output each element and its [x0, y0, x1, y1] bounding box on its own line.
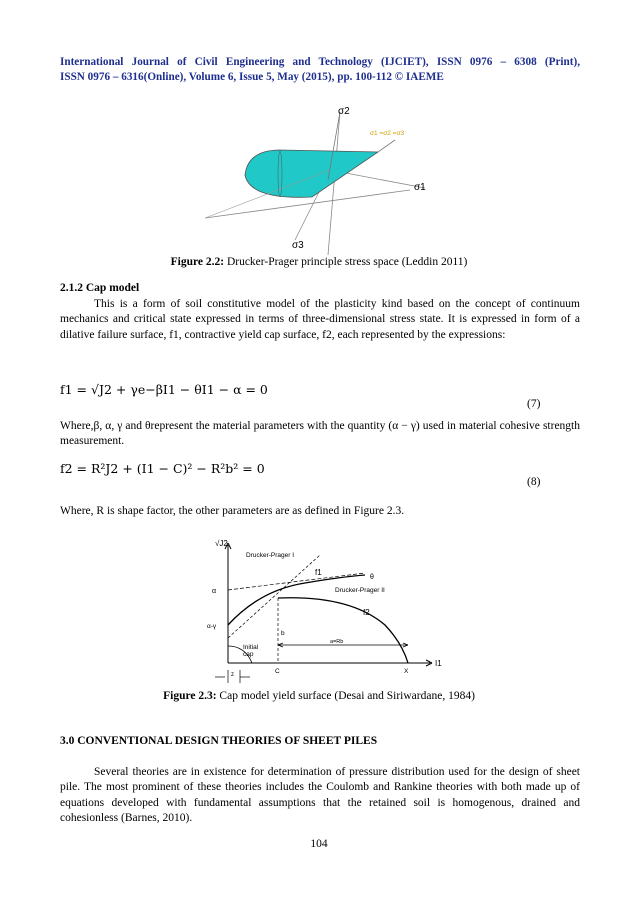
figure-2-2-caption: [0, 256, 638, 268]
label-sigma3: σ3: [292, 240, 304, 251]
section-2-1-2-paragraph-2: Where,β, α, γ and θrepresent the material parameters with the quantity (α − γ) used in material cohesive strength measurement.: [60, 420, 580, 448]
label-sigma1: σ1: [414, 182, 426, 193]
label-z: z: [231, 672, 234, 678]
label-f2: f2: [363, 608, 370, 617]
f2-cap-curve: [278, 598, 408, 663]
cone-shape: [245, 150, 378, 197]
figure-2-3-caption-text: Cap model yield surface (Desai and Siriwardane, 1984): [216, 690, 475, 702]
label-theta: θ: [370, 574, 374, 581]
drucker-prager-i-line: [228, 555, 320, 638]
label-alpha-gamma: α-γ: [207, 623, 217, 630]
label-x: X: [404, 668, 409, 675]
section-2-1-2-title: 2.1.2 Cap model: [60, 282, 140, 294]
section-3-0-title: 3.0 CONVENTIONAL DESIGN THEORIES OF SHEET PILES: [60, 735, 378, 747]
equation-7: f1 = √J2 + γe−βI1 − θI1 − α = 0: [60, 382, 268, 397]
label-initial: Initial: [243, 644, 259, 651]
cap-model-yield-surface-figure: [190, 535, 460, 685]
f1-curve: [228, 575, 365, 625]
page-number: 104: [310, 838, 328, 850]
equation-8-number: (8): [527, 476, 541, 488]
label-hydrostatic: σ1 =σ2 =σ3: [370, 130, 405, 137]
label-alpha: α: [212, 588, 217, 595]
section-3-0-paragraph-1: Several theories are in existence for determination of pressure distribution used for the design of sheet pile. The most prominent of these theories includes the Coulomb and Rankine theories with both made up of equations developed with fundamental assumptions that the retained soil is homogenous, drained and cohesionless (Barnes, 2010).: [60, 766, 580, 824]
label-sqrt-j2: √J2: [215, 539, 228, 548]
drucker-prager-cone-figure: [200, 100, 440, 260]
hydrostatic-axis: [378, 140, 395, 152]
journal-header: [60, 55, 580, 85]
label-cap: cap: [243, 651, 254, 658]
journal-header-line2: ISSN 0976 – 6316(Online), Volume 6, Issue 5, May (2015), pp. 100-112 © IAEME: [60, 71, 444, 83]
figure-2-3-caption-label: Figure 2.3:: [163, 690, 217, 702]
section-2-1-2-paragraph-3: Where, R is shape factor, the other parameters are as defined in Figure 2.3.: [60, 505, 405, 517]
label-i1: I1: [435, 659, 442, 668]
label-b: b: [281, 630, 285, 637]
equation-7-number: (7): [527, 398, 541, 410]
figure-2-2-caption-text: Drucker-Prager principle stress space (Leddin 2011): [224, 256, 468, 268]
label-c: C: [275, 668, 280, 675]
figure-2-2-caption-label: Figure 2.2:: [170, 256, 225, 268]
equation-8: f2 = R²J2 + (I1 − C)² − R²b² = 0: [60, 461, 265, 476]
label-drucker-prager-i: Drucker-Prager I: [246, 552, 295, 559]
section-2-1-2-paragraph-1: This is a form of soil constitutive model of the plasticity kind based on the concept of continuum mechanics and critical state expressed in terms of three-dimensional stress state. It is expressed in form of a dilative failure surface, f1, contractive yield cap surface, f2, each represented by the expressions:: [60, 298, 580, 341]
label-f1: f1: [315, 568, 322, 577]
label-a-rb: a=Rb: [330, 639, 344, 645]
label-drucker-prager-ii: Drucker-Prager II: [335, 587, 385, 594]
figure-2-3-caption: [0, 690, 638, 702]
label-sigma2: σ2: [338, 106, 350, 117]
journal-header-line1: International Journal of Civil Engineering and Technology (IJCIET), ISSN 0976 – 6308 (Print),: [60, 56, 580, 68]
